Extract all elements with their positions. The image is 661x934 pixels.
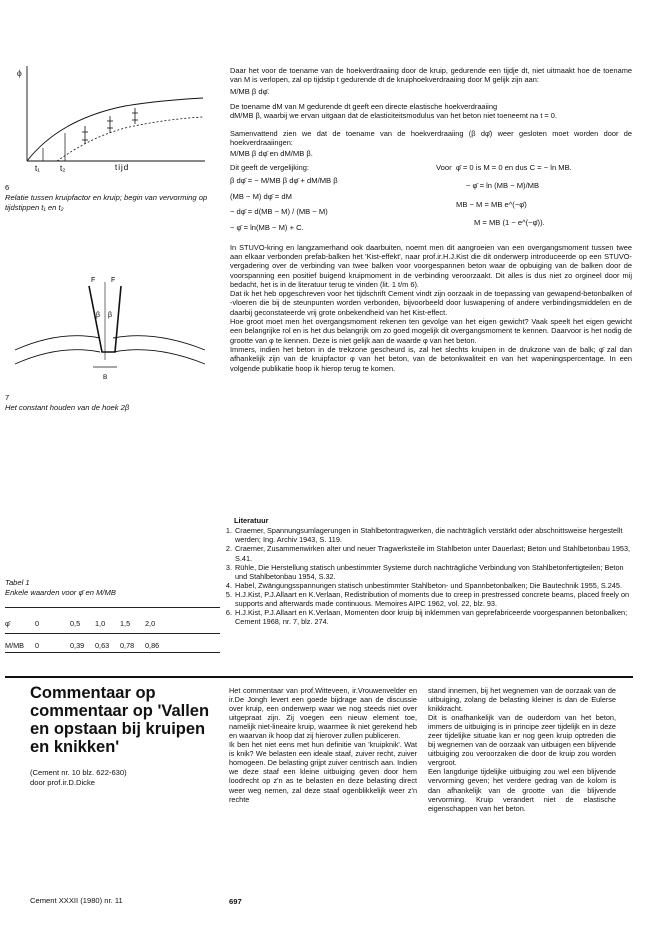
footer-journal: Cement XXXII (1980) nr. 11 bbox=[30, 896, 123, 905]
figure-6-number: 6 bbox=[5, 183, 10, 192]
commentary-title: Commentaar op commentaar op 'Vallen en opstaan bij kruipen en knikken' bbox=[30, 684, 210, 756]
paragraph-7: Hoe groot moet men het overgangsmoment rekenen ten gevolge van het eigen gewicht? Vaak speelt het eigen gewicht een belangrijke rol en is het dus belangrijk om zo goed mogelijk dit overgangsmoment te kennen. Daarvoor is het nodig de grootte van φ te kennen. Deze is niet gelijk aan de waarde φ van het beton. bbox=[230, 317, 632, 345]
table-1-number: Tabel 1 bbox=[5, 578, 30, 587]
figure-6-creep-diagram bbox=[5, 58, 215, 183]
commentary-paragraph: Het commentaar van prof.Witteveen, ir.Vrouwenvelder en ir.De Jongh levert een goede bijdrage aan de discussie over kruip, een onderwerp waar we nog steeds niet over uitgepraat zijn. Zij voegen een nieuw element toe, namelijk niet-lineaire kruip, waarmee ik niet gerekend heb en waarvan ik hoop dat zij hierover zullen publiceren. bbox=[229, 686, 417, 741]
commentary-paragraph: Dit is onafhankelijk van de ouderdom van het beton, immers de uitbuiging is in principe zeer tijdelijk en in deze zeer tijdelijke situatie kan er nog geen kruip optreden die bij wegnemen van de oorzaak van uitbuigen een blijvende uitbuiging zou veroorzaken die door de kruip zou worden vergroot. bbox=[428, 713, 616, 768]
figure-6-caption: Relatie tussen kruipfactor en kruip; begin van vervorming op tijdstippen t₁ en t₂ bbox=[5, 193, 208, 212]
paragraph-4: Dit geeft de vergelijking: bbox=[230, 162, 309, 172]
table-1-row-2 bbox=[5, 639, 170, 652]
label-F-left: F bbox=[91, 277, 96, 284]
y-axis-label: ϕ bbox=[17, 68, 22, 78]
page-number: 697 bbox=[229, 897, 242, 906]
list-item: 5. H.J.Kist, P.J.Allaart en K.Verlaan, Redistribution of moments due to creep in prestressed concrete beams, placed freely on supports and afterwards made continuous. Memoires AIPC 1962, vol. 22, blz. 93. bbox=[225, 589, 630, 609]
commentary-paragraph: Een langdurige tijdelijke uitbuiging zou wel een blijvende vervorming geven; het verdere gedrag van de kolom is dan afhankelijk van de grootte van die blijvende vervorming. Kruip verandert niet de elastische eigenschappen van het beton. bbox=[428, 767, 616, 813]
creep-curve-main bbox=[27, 98, 203, 161]
x-label-tijd: tijd bbox=[115, 163, 130, 172]
label-F-right: F bbox=[111, 277, 116, 284]
literature-section bbox=[222, 516, 632, 626]
paragraph-6: Dat ik het heb opgeschreven voor het tijdschrift Cement vindt zijn oorzaak in de toepassing van gewapend-betonbalken of -vloeren die bij de steunpunten worden verbonden, bijvoorbeeld door luswapening of andere verbindingsmiddelen en de daarbij geconstateerde vrij grote onbekendheid van het Kist-effect. bbox=[230, 289, 632, 317]
list-item: 2. Craemer, Zusammenwirken alter und neuer Tragwerksteile im Stahlbeton unter Dauerlast; Beton und Stahlbetonbau 1953, S.41. bbox=[225, 544, 631, 563]
figure-7-caption: Het constant houden van de hoek 2β bbox=[5, 403, 130, 412]
figure-7-number: 7 bbox=[5, 393, 10, 402]
equation-left-4: − φ̄ = ln(MB − M) + C. bbox=[230, 223, 304, 233]
equation-right-2: − φ̄ = ln (MB − M)/MB bbox=[466, 180, 540, 190]
list-item: 3. Rühle, Die Herstellung statisch unbestimmter Systeme durch nachträgliche Verbindung von Stahlbetonfertigteilen; Beton und Stahlbetonbau 1954, S.32. bbox=[225, 562, 624, 581]
table-1-bottom-rule bbox=[5, 652, 220, 653]
row-label: φ̄ bbox=[5, 619, 10, 628]
paragraph-2a: De toename dM van M gedurende dt geeft een directe elastische hoekverdraaiing bbox=[230, 102, 498, 112]
table-1-top-rule bbox=[5, 607, 220, 608]
equation-left-3: − dφ̄ = d(MB − M) / (MB − M) bbox=[230, 207, 328, 217]
beam-left-arc-lower bbox=[15, 350, 100, 364]
equation-right-3: MB − M = MB e^(−φ̄) bbox=[456, 200, 527, 210]
x-label-t2: t₂ bbox=[60, 164, 66, 173]
main-column bbox=[230, 66, 632, 373]
commentary-column-2 bbox=[428, 686, 616, 813]
commentary-paragraph: Ik ben het niet eens met hun definitie van 'kruipknik'. Wat is knik? We belasten een ideale staaf, zuiver recht, zuiver homogeen. De belasting grijpt zuiver centrisch aan. Indien we deze staaf een kleine uitbuiging geven door hem loodrecht op z'n as te belasten en deze belasting direct weer weg nemen, zal deze staaf ogenblikkelijk weer z'n rechte bbox=[229, 740, 417, 804]
list-item: 1. Craemer, Spannungsumlagerungen in Stahlbetontragwerken, die nachträglich verstärkt oder abschnittsweise hergestellt werden; Ing. Archiv 1943, S. 119. bbox=[225, 526, 623, 545]
list-item: 6. H.J.Kist, P.J.Allaart en K.Verlaan, Momenten door kruip bij inklemmen van geprefabriceerde voorgespannen betonbalken; Cement 1968, nr. 7, blz. 274. bbox=[225, 608, 628, 627]
label-B: B bbox=[103, 374, 108, 381]
table-row: M/MB 0 0,39 0,63 0,78 0,86 bbox=[5, 641, 160, 650]
paragraph-5: In STUVO-kring en langzamerhand ook daarbuiten, noemt men dit aangroeien van een overgangsmoment tussen twee aan elkaar verbonden prefab-balken het 'Kist-effekt', naar prof.ir.H.J.Kist die dit onderwerp introduceerde op een STUVO-vergadering over de verbinding van twee balken voor voorgespannen beton waar de opbuiging van de balken door de voorspanning een positief buigend kruipmoment in de verbinding veroorzaakt. Dit alles is dus niet zo orgineel door mij bedacht, het is in de literatuur terug te vinden (lit. 1 t/m 6). bbox=[230, 242, 632, 289]
equation-left-1: β dφ̄ = − M/MB β dφ̄ + dM/MB β bbox=[230, 176, 338, 186]
commentary-paragraph: stand innemen, bij het wegnemen van de oorzaak van de uitbuiging, zolang de belasting kleiner is dan de Eulerse knikkracht. bbox=[428, 686, 616, 714]
commentary-author: door prof.ir.D.Dicke bbox=[30, 778, 95, 787]
reference-list bbox=[222, 526, 632, 626]
table-1 bbox=[5, 617, 170, 630]
literature-heading: Literatuur bbox=[234, 516, 269, 525]
section-divider bbox=[5, 676, 633, 678]
formula-1: M/MB β dφ̄. bbox=[230, 86, 270, 96]
paragraph-2b: dM/MB β, waarbij we ervan uitgaan dat de elasticiteitsmodulus van het beton niet toeneemt na t = 0. bbox=[230, 111, 557, 121]
x-label-t1: t₁ bbox=[35, 164, 40, 173]
figure-7-angle-diagram bbox=[5, 272, 215, 387]
creep-curve-shifted bbox=[57, 117, 203, 161]
equation-left-2: (MB − M) dφ̄ = dM bbox=[230, 191, 292, 201]
list-item: 4. Habel, Zwängungsspannungen statisch unbestimmter Stahlbeton- und Spannbetonbalken; Die Bautechnik 1955, S.245. bbox=[225, 580, 622, 590]
label-beta-left: β bbox=[96, 312, 101, 319]
table-1-caption: Enkele waarden voor φ̄ en M/MB bbox=[5, 588, 116, 597]
commentary-column-1 bbox=[229, 686, 417, 804]
table-1-mid-rule bbox=[5, 633, 220, 634]
label-beta-right: β bbox=[108, 312, 113, 319]
beam-right-arc bbox=[113, 336, 205, 350]
equation-right-1: Voor φ̄ = 0 is M = 0 en dus C = − ln MB. bbox=[436, 162, 572, 172]
increment-marks bbox=[82, 108, 138, 144]
formula-2: M/MB β dφ̄ en dM/MB β. bbox=[230, 149, 313, 159]
paragraph-1: Daar het voor de toename van de hoekverdraaiing door de kruip, gedurende een tijdje dt, niet uitmaakt hoe de toename van M is verlopen, zal op tijdstip t gedurende dt de kruiphoekverdraaiing door M gelijk zijn aan: bbox=[230, 66, 632, 85]
paragraph-8: Immers, indien het beton in de trekzone gescheurd is, zal het slechts kruipen in de drukzone van de balk; φ̄ zal dan afhankelijk zijn van de kruipfactor φ van het beton, van de betonkwaliteit en van het wapeningspercentage. In een volgende publikatie hoop ik hierop terug te komen. bbox=[230, 344, 632, 373]
commentary-source: (Cement nr. 10 blz. 622-630) bbox=[30, 768, 127, 777]
table-row: φ̄ 0 0,5 1,0 1,5 2,0 bbox=[5, 619, 156, 628]
equation-right-4: M = MB (1 − e^(−φ̄)). bbox=[474, 217, 545, 227]
paragraph-3: Samenvattend zien we dat de toename van de hoekverdraaiing (β dφ̄) weer gesloten moet worden door de hoekverdraaiingen: bbox=[230, 128, 632, 148]
beam-right-arc-lower bbox=[113, 350, 205, 364]
beam-left-arc bbox=[15, 336, 100, 350]
row-label: M/MB bbox=[5, 641, 25, 650]
